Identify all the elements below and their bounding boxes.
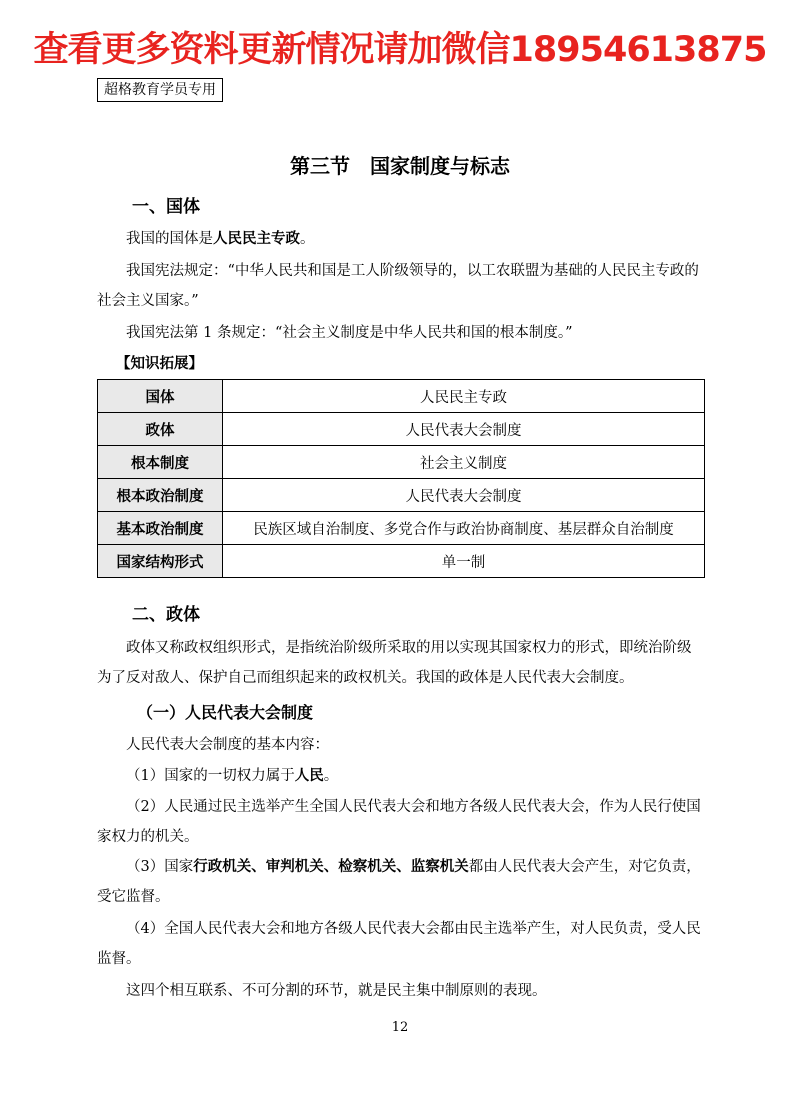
paragraph-zhengti: 政体又称政权组织形式，是指统治阶级所采取的用以实现其国家权力的形式，即统治阶级为了反对敌人、保护自己而组织起来的政权机关。我国的政体是人民代表大会制度。 [97,640,692,686]
student-only-badge: 超格教育学员专用 [97,78,223,102]
table-key-cell: 国体 [98,380,223,413]
item1-bold: 人民 [294,767,324,784]
table-row [98,413,705,446]
item3-post: 都由人民代表大会产生，对它负责，受它监督。 [97,859,701,905]
promo-banner: 查看更多资料更新情况请加微信18954613875 [33,30,767,70]
p1-post: 。 [300,231,315,247]
table-value-cell: 单一制 [223,545,705,578]
item3-pre: （3）国家 [126,859,194,875]
list-item-4: （4）全国人民代表大会和地方各级人民代表大会都由民主选举产生，对人民负责，受人民监督。 [97,921,701,967]
table-key-cell: 政体 [98,413,223,446]
item1-pre: （1）国家的一切权力属于 [126,768,295,784]
paragraph-conclusion: 这四个相互联系、不可分割的环节，就是民主集中制原则的表现。 [126,983,547,999]
heading-zhengti: 二、政体 [132,605,200,625]
list-item-1 [97,761,705,791]
table-value-cell: 人民代表大会制度 [223,413,705,446]
table-value-cell: 人民民主专政 [223,380,705,413]
table-row [98,512,705,545]
list-item-3 [97,852,705,912]
table-key-cell: 根本制度 [98,446,223,479]
table-key-cell: 根本政治制度 [98,479,223,512]
table-value-cell: 民族区域自治制度、多党合作与政治协商制度、基层群众自治制度 [223,512,705,545]
list-item-2: （2）人民通过民主选举产生全国人民代表大会和地方各级人民代表大会，作为人民行使国家权力的机关。 [97,799,701,845]
paragraph-article-1: 我国宪法第 1 条规定：“社会主义制度是中华人民共和国的根本制度。” [126,325,573,341]
table-row [98,479,705,512]
table-row [98,380,705,413]
item1-post: 。 [323,768,339,784]
paragraph-constitution: 我国宪法规定：“中华人民共和国是工人阶级领导的，以工农联盟为基础的人民民主专政的社会主义国家。” [97,263,699,309]
table-key-cell: 国家结构形式 [98,545,223,578]
table-row [98,446,705,479]
heading-guoti: 一、国体 [132,197,200,217]
knowledge-table [97,379,705,578]
knowledge-label: 【知识拓展】 [116,355,203,372]
table-value-cell: 人民代表大会制度 [223,479,705,512]
section-title: 第三节 国家制度与标志 [290,154,510,178]
heading-npc-system: （一）人民代表大会制度 [137,703,314,722]
p1-bold: 人民民主专政 [213,230,300,247]
table-value-cell: 社会主义制度 [223,446,705,479]
page-number: 12 [391,1020,409,1035]
table-row [98,545,705,578]
table-key-cell: 基本政治制度 [98,512,223,545]
paragraph-basic-content: 人民代表大会制度的基本内容： [126,737,329,753]
item3-bold: 行政机关、审判机关、检察机关、监察机关 [193,858,469,875]
p1-pre: 我国的国体是 [126,231,213,247]
paragraph-guoti [97,224,705,254]
